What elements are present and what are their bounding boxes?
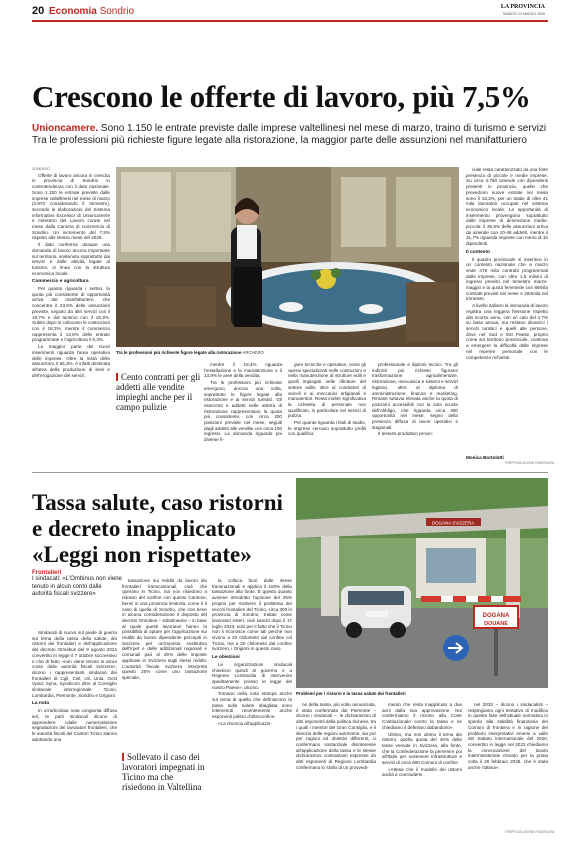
article1-text: A livello italiano la domanda di lavoro registra una leggera flessione rispetto allo scorso anno, con un calo del 2,7% su base annua, ma restano dinamici i servizi turistici e quelli alle persone, dove nel Sud e Est Paese, proprio come sul territorio provinciale, continua a emergere la difficoltà delle imprese nel reperire personale con le competenze richieste. — [466, 303, 548, 360]
article2-kicker — [32, 570, 122, 599]
article1-col1 — [32, 167, 110, 467]
border-photo — [296, 478, 548, 688]
article1-text: gure tecniche e operative, come gli operai specializzati nelle costruzioni e nella manutenzione di strutture edili e quelli impiegati nelle rifiniture del settore edile, oltre ai conduttori di veicoli e ai meccanici artigianali e manutentori. Resta inoltre significativa la richiesta di personale non qualificato, in particolare nei servizi di pulizia. — [288, 362, 366, 419]
article1-text: mentre il 18,4% riguarda l'installazione e la manutenzione e il 13,8% le aree della vendita. — [204, 362, 282, 379]
article2-text: Ultimo, ma non ultimo il tema dei ristorni, quella quota del 40% delle tasse versate in Svizzera, alla fonte, che la Confederazione fa pervenire poi all'Italia per sostenere infrastrutture e servizi di circa 600 Comuni di confine. — [382, 731, 462, 766]
article2-pull-quote — [122, 752, 207, 792]
article2-text: «Attesa che il modello dei ristorni andrà a concludersi — [382, 766, 462, 778]
article1-text: Offerte di lavoro ancora in crescita in provincia di Sondrio in controtendenza con il dato nazionale. Sono 1.150 le entrate previste dalle imprese valtellinesi nel mese di marzo (3.870 considerando il trimestre), secondo le elaborazioni del Sistema informativo Excelsior di Unioncamere e ministero del Lavoro curate nel mese dalla Camera di commercio di Sondrio. Un incremento del 7,5% rispetto allo stesso mese del 2025. — [32, 172, 110, 241]
article2-headline[interactable]: Tassa salute, caso ristorni e decreto inapplicato «Leggi non rispettate» — [32, 490, 283, 567]
article1-text: Il quadro provinciale si inserisce in un contesto nazionale che a marzo vede 479 mila contratti programmati dalle imprese, con oltre 1,5 milioni di ingressi previsti nel trimestre marzo-maggio e la quota femminile con 89mila contratti previsti nel mese e 263mila nel trimestre. — [466, 256, 548, 302]
issue-date: SABATO 14 MARZO 2026 — [502, 12, 545, 16]
article2-text: In un'articolata nota congiunta diffusa ieri, le parti sindacali dicono di apprendere «dalle numerosissime segnalazioni dei lavoratori frontalieri, che le autorità fiscali del Canton Ticino stanno adottando una — [32, 708, 117, 742]
article2-caption-text: Problemi per i ristorni e la tassa salute dei frontalieri — [296, 691, 406, 696]
article1-pull-quote-text: Cento contratti per gli addetti alle vendite impieghi anche per il campo pulizie — [116, 372, 201, 412]
pull-quote-bar — [122, 753, 124, 761]
article1-caption-credit: ARCHIVIO — [242, 350, 264, 355]
article1-caption-text: Tra le professioni più richieste figure legate alla ristorazione — [116, 350, 242, 355]
article1-subhead: Commercio e agricoltura — [32, 279, 89, 285]
subsection-name: Sondrio — [99, 6, 135, 17]
article1-dateline: SONDRIO — [32, 167, 50, 171]
article2-col6 — [468, 702, 548, 826]
article2-col5 — [382, 702, 462, 836]
article2-col2 — [122, 578, 207, 748]
article2-text: Tornano nella nota stampa anche sul tema di quella che definiscono la tassa sulla salute sbagliata sono intervenuti recentemente anche esponenti politici d'oltreconfine. — [212, 691, 292, 720]
article2-credit: ©RIPRODUZIONE RISERVATA — [505, 830, 555, 834]
article1-text: Per quanto riguarda i titoli di studio, le imprese cercano soprattutto profili con qualifica — [288, 420, 366, 437]
article1-col4 — [372, 362, 458, 467]
article1-col3 — [288, 362, 366, 467]
article1-text: ciale resta caratterizzato da una forte presenza di piccole e medie imprese. Su circa 4.760 aziende con dipendenti presenti in provincia, quelle che prevedono nuove entrate nel mese sono il 16,3%, per un totale di oltre 41 mila lavoratori occupati nel sistema economico locale. Le opportunità di inserimento provengono soprattutto dalle imprese di dimensione medio-piccola: il 35,9% delle assunzioni arriva da aziende con 10-49 addetti, mentre il 31,7% riguarda imprese con meno di 10 dipendenti. — [466, 167, 548, 247]
article1-kicker-text: Sono 1.150 le entrate previste dalle imprese valtellinesi nel mese di marzo, traino di turismo e servizi Tra le professioni più richieste figure legate alla ristorazione, la maggior parte delle assunzioni nel manifatturiero — [32, 123, 547, 146]
article1-photo — [116, 167, 459, 347]
page-number: 20 — [32, 5, 45, 17]
article1-text: Tra le professioni più richieste emergono, ancora una volta, soprattutto le figure legate alla ristorazione e ai servizi turistici. Gli esercenti e addetti nelle attività di ristorazione rappresentano la quota più consistente, con circa 200 posizioni previste nel mese, seguiti dagli addetti alle vendite con circa 100 ingressi. La domanda riguarda poi diverse fi- — [204, 380, 282, 443]
article1-kicker — [32, 123, 547, 147]
article2-col3 — [212, 578, 292, 836]
article1-text: Per quanto riguarda i settori, la quota più consistente di opportunità arriva dal manifatturiero, che concentra il 23,6% delle assunzioni previste, seguito da altri servizi con il 19,7% e dal turismo con il 19,3%. Subito dopo si collocano le costruzioni con il 18,3%, mentre il commercio rappresenta il 12,8% delle entrate programmate e l'agricoltura il 6,3%. — [32, 286, 110, 343]
article1-text: professionale e diplomi tecnici. Tra gli indirizzi più richiesti figurano trasformazione agroalimentare, ristorazione, meccanica e sistemi e servizi logistici, oltre al diploma di amministrazione, finanza e marketing. Rimane tuttavia elevata anche la quota di posizioni accessibili con la sola scuola dell'obbligo, che riguarda circa 300 opportunità nel mese, segno della presenza diffusa di lavori operativi e stagionali. — [372, 362, 458, 430]
article1-col2 — [204, 362, 282, 467]
border-sign-text-2: DOUANE — [484, 621, 508, 627]
article2-col1 — [32, 630, 117, 835]
article1-text: Il tessuto produttivo provin- — [378, 431, 434, 437]
paper-name: LA PROVINCIA — [500, 4, 545, 10]
article1-signature: Monica Bortolotti — [466, 455, 504, 460]
article2-text: «La rinuncia all'applicazio- — [218, 720, 272, 726]
article2-text: tassazione sui redditi da lavoro dei frontalieri transcantonali, cioè che operano in Ticino, ma non risiedono a ridosso del confine con questo Cantone, bensì in una provincia limitrofa, come è il caso di quella di Sondrio, che non tiene in alcuna considerazione il disposto del decreto Omnibus – sottolineano – in base al quale questi lavoratori hanno la possibilità di optare per l'applicazione sui redditi da lavoro dipendente percepiti in Svizzera per un'imposta sostitutiva dell'Irpef e delle addizionali regionali e comunali pari al 25% delle imposte applicate in Svizzera sugli stessi redditi. L'autorità fiscale svizzera interpreta questo 25% come uno tassazione speciale, — [122, 578, 207, 680]
pull-quote-bar — [116, 373, 118, 381]
article2-photo-caption — [296, 691, 548, 696]
article2-kicker-text: I sindacati: «L'Ombinus non viene tenuto in alcun conto dalle autorità fiscali svizzere» — [32, 576, 122, 597]
article2-kicker-label: Frontalieri — [32, 570, 62, 576]
article1-headline[interactable]: Crescono le offerte di lavoro, più 7,5% — [32, 79, 531, 114]
section-label[interactable] — [49, 6, 134, 17]
article2-subhead: La nota — [32, 701, 50, 707]
article1-text: La maggior parte dei nuovi inserimenti riguarda l'area operativa delle imprese. Oltre la metà delle assunzioni, il 55,3%, è infatti destinata all'area della produzione di beni e dell'erogazione del servizi, — [32, 344, 110, 378]
article2-text: la colloca fuori dalle intese transnazionali e applica il 100% della tassazione alla fonte. È questo quanto avviene introdotto l'opzione del 25% proprio per risolvere il problema dei vecchi frontalieri del Ticino, circa 300 in provincia di Sondrio, trattati come lavoratori esteri, cioè sanciti dopo il 17 luglio 2023, solo per il fatto che il Ticino non li riconosce come tali perché non vivono a 20 chilometri dal confine col Ticino, ma a 20 chilometri dal confine svizzero, i Grigioni in questo caso. — [212, 578, 292, 652]
article-divider — [32, 472, 548, 473]
section-name: Economia — [49, 6, 97, 17]
article2-text: nel 2033 – dicono i sindacalisti – respingiamo ogni tentativo di modifica in queste fase dell'attuale normativa in sperdo alla stabilità finanziaria dei Comuni di frontiera e in ragione dei problemi interpretativi emersi a valle del trattato internazionale del 2020, convertito in legge nel 2023 chiediamo la convocazione del tavolo interministeriale rinviato per la prima volta il 26 febbraio 2025, che è stata anche l'ultima». — [468, 702, 548, 770]
booth-sign-text: DOGANA SVIZZERA — [431, 520, 475, 526]
article1-text: Il dato conferma dunque una domanda di lavoro ancora importante sul territorio, sostenuta soprattutto dai servizi e dalle attività legate al turismo, in linea con la struttura economica locale. — [32, 242, 110, 276]
article2-subhead: Le obiezioni — [212, 655, 240, 661]
border-sign-text: DOGANA — [482, 613, 510, 619]
article1-kicker-label: Unioncamere. — [32, 123, 99, 134]
restaurant-photo — [116, 167, 459, 347]
article2-col4 — [296, 702, 376, 836]
article1-credit: ©RIPRODUZIONE RISERVATA — [505, 461, 555, 465]
article1-subhead: Il contesto — [466, 249, 490, 255]
article2-pull-quote-text: Sollevato il caso dei lavoratori impegnati in Ticino ma che risiedono in Valtellina — [122, 752, 205, 792]
article2-text: Le organizzazioni sindacali chiedono quindi al governo e a Regione Lombardia di intervenire speditamente presso le legge del nostro Paese», dicono. — [212, 661, 292, 690]
article1-photo-caption — [116, 350, 459, 355]
article2-text: ne della tassa, più volte annunciata, è stata confermata dal Piemonte – dicono i sindacati –, le dichiarazioni di altri esponenti della politica ticinese, tra i quali i membri del Gran Consiglio, e il silenzio delle regioni autonome, sia pur per ragioni ed obiettivi differenti, ci confermano sostanziale disinteresse all'applicazione della tassa e le stesse dichiarazioni contrastanti espresse da altri esponenti di Regione Lombardia confermano lo stallo di un provvedi- — [296, 702, 376, 770]
article2-photo — [296, 478, 548, 688]
article2-text: mento che resta inapplicato a due anni dalla sua approvazione. Noi confermiamo il ricorso alla Corte Costituzionale contro la tassa e ne chiediamo il definitivo abbandono». — [382, 702, 462, 730]
article1-pull-quote — [116, 372, 201, 412]
header-rule — [32, 20, 548, 22]
article1-col5 — [466, 167, 548, 460]
article2-text: Sindacati di nuovo sul piede di guerra sul tema della tassa della salute, dei ristorni dei frontalieri e dell'applicazione del decreto Omnibus del 9 agosto 2024 convertito in legge il 7 ottobre successivo e che di fatto «non viene tenuto in alcun conto dalle autorità fiscali svizzere», dicono i rappresentanti sindacali dei frontalieri di Cgil, Cisl, Uil, Unia, Ocst Vpod, Syna, Syndicom oltre al Consiglio sindacale interregionale Ticino, Lombardia, Piemonte, Sondrio e Grigioni. — [32, 630, 117, 698]
